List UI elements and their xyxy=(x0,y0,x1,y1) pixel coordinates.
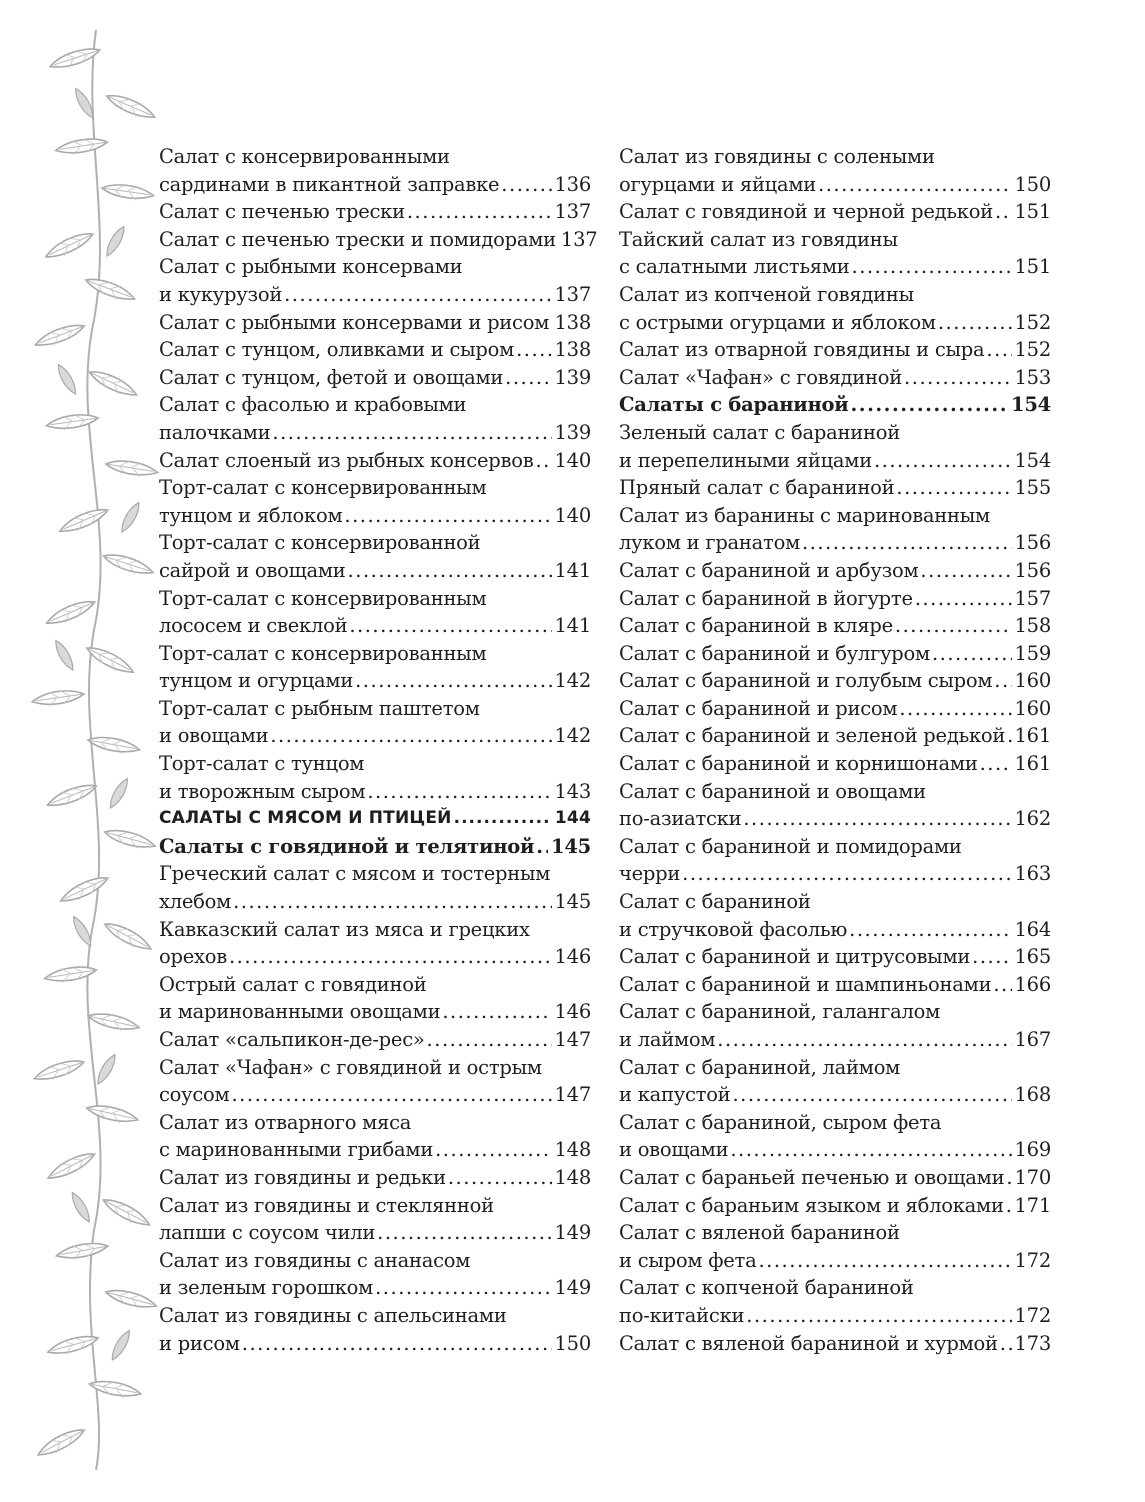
toc-entry xyxy=(619,1247,1051,1275)
toc-entry-title: лососем и свеклой xyxy=(159,614,348,638)
toc-entry xyxy=(159,419,591,447)
toc-entry-title: Салат с консервированными xyxy=(159,145,450,168)
dot-leader xyxy=(915,585,1012,613)
toc-entry xyxy=(619,281,1051,309)
toc-page-number: 151 xyxy=(1014,255,1051,279)
toc-page-number: 140 xyxy=(554,503,591,527)
toc-page-number: 151 xyxy=(1014,200,1051,224)
toc-entry xyxy=(159,171,591,199)
toc-page-number: 160 xyxy=(1014,669,1051,693)
dot-leader xyxy=(344,502,551,530)
dot-leader xyxy=(375,1274,551,1302)
toc-entry xyxy=(619,805,1051,833)
toc-entry-title: и перепелиными яйцами xyxy=(619,448,872,472)
toc-entry xyxy=(159,143,591,171)
toc-entry-title: Салат с бараниной и шампиньонами xyxy=(619,972,992,996)
dot-leader xyxy=(407,198,552,226)
toc-entry xyxy=(619,226,1051,254)
dot-leader xyxy=(442,998,551,1026)
dot-leader xyxy=(435,1136,551,1164)
dot-leader xyxy=(536,833,548,861)
toc-entry xyxy=(619,364,1051,392)
toc-entry xyxy=(159,778,591,806)
toc-entry-title: Салат с бараниной, лаймом xyxy=(619,1055,901,1079)
toc-page-number: 145 xyxy=(551,834,591,858)
dot-leader xyxy=(272,419,551,447)
toc-entry xyxy=(619,253,1051,281)
toc-entry xyxy=(159,1302,591,1330)
dot-leader xyxy=(355,667,551,695)
toc-page-number: 158 xyxy=(1014,614,1051,638)
toc-entry xyxy=(159,281,591,309)
toc-entry-title: и овощами xyxy=(159,724,269,748)
toc-entry xyxy=(619,143,1051,171)
toc-entry xyxy=(619,1219,1051,1247)
toc-page-number: 138 xyxy=(554,338,591,362)
dot-leader xyxy=(938,309,1012,337)
dot-leader xyxy=(1006,1192,1012,1220)
toc-entry-title: Салат из говядины и стеклянной xyxy=(159,1193,494,1217)
toc-page-number: 137 xyxy=(560,227,598,251)
toc-entry xyxy=(159,1192,591,1220)
toc-entry-title: Салат с бараниной и овощами xyxy=(619,779,926,803)
toc-entry xyxy=(619,860,1051,888)
toc-entry xyxy=(619,529,1051,557)
toc-entry-title: и кукурузой xyxy=(159,282,283,306)
toc-entry-title: по-азиатски xyxy=(619,807,742,831)
toc-entry-title: палочками xyxy=(159,420,271,444)
dot-leader xyxy=(852,253,1012,281)
toc-page-number: 141 xyxy=(554,614,591,638)
toc-entry-title: сайрой и овощами xyxy=(159,558,346,582)
toc-entry-title: Салат с бараниной и зеленой редькой xyxy=(619,724,1006,748)
toc-page-number: 166 xyxy=(1014,972,1051,996)
toc-page-number: 165 xyxy=(1014,945,1051,969)
toc-entry-title: Салат с бараниной, сыром фета xyxy=(619,1110,942,1134)
toc-page-number: 157 xyxy=(1014,586,1051,610)
toc-page-number: 146 xyxy=(554,945,591,969)
toc-entry-title: черри xyxy=(619,862,681,886)
toc-entry-title: Салат с бараньим языком и яблоками xyxy=(619,1193,1004,1217)
dot-leader xyxy=(743,805,1011,833)
toc-entry xyxy=(619,833,1051,861)
toc-entry xyxy=(159,1330,591,1358)
toc-entry-title: Салат с копченой бараниной xyxy=(619,1276,914,1300)
toc-entry-title: Салат с тунцом, фетой и овощами xyxy=(159,365,504,389)
toc-entry xyxy=(159,916,591,944)
toc-entry-title: Салат с рыбными консервами xyxy=(159,255,463,279)
dot-leader xyxy=(986,336,1011,364)
toc-entry xyxy=(159,1136,591,1164)
toc-entry-title: Салат из отварной говядины и сыра xyxy=(619,338,985,362)
toc-page-number: 152 xyxy=(1014,310,1051,334)
toc-page-number: 137 xyxy=(554,200,591,224)
toc-page-number: 142 xyxy=(554,724,591,748)
dot-leader xyxy=(849,916,1011,944)
dot-leader xyxy=(730,1136,1011,1164)
toc-entry xyxy=(619,1164,1051,1192)
toc-entry xyxy=(619,612,1051,640)
toc-entry-title: Салат из говядины с ананасом xyxy=(159,1248,471,1272)
dot-leader xyxy=(972,943,1011,971)
toc-page-number: 162 xyxy=(1014,807,1051,831)
toc-page-number: 147 xyxy=(554,1083,591,1107)
toc-entry xyxy=(159,474,591,502)
leaf-vine-ornament-icon xyxy=(30,30,162,1470)
toc-entry xyxy=(619,1192,1051,1220)
dot-leader xyxy=(233,888,551,916)
toc-entry-title: Салат с бараниной и рисом xyxy=(619,696,898,720)
toc-entry-title: Салат с говядиной и черной редькой xyxy=(619,200,993,224)
toc-entry-title: тунцом и огурцами xyxy=(159,669,354,693)
toc-entry-title: Салат с бараниной в кляре xyxy=(619,614,893,638)
toc-page-number: 172 xyxy=(1014,1303,1051,1327)
toc-entry xyxy=(159,309,591,337)
toc-page-number: 146 xyxy=(554,1000,591,1024)
toc-entry xyxy=(159,1109,591,1137)
dot-leader xyxy=(229,943,552,971)
toc-entry xyxy=(619,695,1051,723)
dot-leader xyxy=(682,860,1011,888)
dot-leader xyxy=(348,557,552,585)
toc-entry xyxy=(619,336,1051,364)
toc-page-number: 155 xyxy=(1014,476,1051,500)
toc-entry-title: Кавказский салат из мяса и грецких xyxy=(159,917,530,941)
toc-entry-title: Салат с вяленой бараниной и хурмой xyxy=(619,1331,998,1355)
toc-page-number: 170 xyxy=(1014,1165,1051,1189)
dot-leader xyxy=(1000,1330,1012,1358)
toc-page-number: 137 xyxy=(554,282,591,306)
toc-entry-title: Салат с бараниной xyxy=(619,890,811,914)
toc-entry-title: хлебом xyxy=(159,890,232,914)
toc-entry-title: и сыром фета xyxy=(619,1248,757,1272)
toc-page-number: 167 xyxy=(1014,1028,1051,1051)
toc-entry-title: и зеленым горошком xyxy=(159,1276,374,1300)
toc-subsection-heading xyxy=(159,833,591,861)
toc-page-number: 150 xyxy=(1014,172,1051,196)
toc-entry xyxy=(619,1136,1051,1164)
toc-entry xyxy=(619,998,1051,1026)
toc-entry xyxy=(159,943,591,971)
dot-leader xyxy=(895,612,1012,640)
toc-entry xyxy=(619,1081,1051,1109)
dot-leader xyxy=(802,529,1012,557)
toc-entry xyxy=(619,447,1051,475)
toc-entry-title: Салат с печенью трески xyxy=(159,200,405,224)
toc-entry-title: Салат из говядины с солеными xyxy=(619,145,935,168)
toc-entry-title: Салат с бараниной и булгуром xyxy=(619,641,930,665)
dot-leader xyxy=(932,640,1012,668)
toc-entry xyxy=(159,253,591,281)
toc-entry-title: Торт-салат с консервированным xyxy=(159,586,487,610)
dot-leader xyxy=(995,198,1012,226)
toc-entry-title: луком и гранатом xyxy=(619,531,800,555)
toc-entry-title: Салат с бараниной, галангалом xyxy=(619,1000,941,1024)
dot-leader xyxy=(454,805,552,833)
toc-entry-title: с острыми огурцами и яблоком xyxy=(619,310,936,334)
toc-entry xyxy=(159,667,591,695)
dot-leader xyxy=(896,474,1011,502)
toc-entry xyxy=(619,750,1051,778)
toc-page-number: 154 xyxy=(1011,393,1051,417)
toc-entry xyxy=(159,502,591,530)
toc-entry xyxy=(619,722,1051,750)
dot-leader xyxy=(732,1081,1011,1109)
toc-page-number: 164 xyxy=(1014,917,1051,941)
dot-leader xyxy=(377,1219,551,1247)
toc-entry-title: Салат с бараниной и корнишонами xyxy=(619,752,978,776)
toc-page-number: 148 xyxy=(554,1165,591,1189)
toc-entry xyxy=(159,695,591,723)
toc-entry-title: Салат из баранины с маринованным xyxy=(619,503,990,527)
toc-entry xyxy=(159,198,591,226)
toc-page-number: 154 xyxy=(1014,448,1051,472)
dot-leader xyxy=(242,1330,552,1358)
toc-entry xyxy=(619,502,1051,530)
toc-entry xyxy=(159,1081,591,1109)
toc-entry-title: Салат с фасолью и крабовыми xyxy=(159,393,467,417)
dot-leader xyxy=(904,364,1011,392)
toc-page-number: 148 xyxy=(554,1138,591,1162)
toc-entry-title: Салат «Чафан» с говядиной и острым xyxy=(159,1055,542,1079)
toc-entry-title: Торт-салат с рыбным паштетом xyxy=(159,696,480,720)
dot-leader xyxy=(284,281,551,309)
toc-section-heading xyxy=(159,805,591,833)
dot-leader xyxy=(501,171,551,199)
dot-leader xyxy=(535,447,551,475)
toc-page-number: 161 xyxy=(1014,724,1051,748)
toc-entry xyxy=(159,640,591,668)
toc-entry xyxy=(159,1026,591,1054)
toc-entry xyxy=(159,860,591,888)
toc-entry-title: Салат «Чафан» с говядиной xyxy=(619,365,903,389)
toc-page-number: 152 xyxy=(1014,338,1051,362)
toc-entry-title: и стручковой фасолью xyxy=(619,917,848,941)
toc-page-number: 144 xyxy=(554,808,591,829)
toc-entry-title: Салат с печенью трески и помидорами xyxy=(159,227,556,251)
toc-entry xyxy=(159,1054,591,1082)
toc-page-number: 150 xyxy=(554,1331,591,1355)
toc-entry-title: с маринованными грибами xyxy=(159,1138,434,1162)
toc-page-number: 169 xyxy=(1014,1138,1051,1162)
toc-entry-title: и овощами xyxy=(619,1138,729,1162)
toc-page-number: 163 xyxy=(1014,862,1051,886)
toc-entry-title: Салаты с говядиной и телятиной xyxy=(159,834,535,858)
toc-entry-title: по-китайски xyxy=(619,1303,745,1327)
dot-leader xyxy=(1007,722,1011,750)
toc-entry-title: Салат из отварного мяса xyxy=(159,1110,412,1134)
toc-entry-title: Тайский салат из говядины xyxy=(619,227,898,251)
dot-leader xyxy=(851,391,1009,419)
toc-entry xyxy=(159,557,591,585)
toc-entry xyxy=(159,750,591,778)
toc-page-number: 149 xyxy=(554,1221,591,1245)
dot-leader xyxy=(920,557,1011,585)
toc-entry xyxy=(619,1274,1051,1302)
toc-entry xyxy=(159,971,591,999)
toc-entry-title: Салат слоеный из рыбных консервов xyxy=(159,448,534,472)
dot-leader xyxy=(1006,1164,1011,1192)
dot-leader xyxy=(818,171,1012,199)
toc-entry-title: огурцами и яйцами xyxy=(619,172,817,196)
toc-entry xyxy=(619,943,1051,971)
toc-page-number: 159 xyxy=(1014,641,1051,665)
dot-leader xyxy=(448,1164,552,1192)
dot-leader xyxy=(980,750,1012,778)
toc-entry-title: Салат с бараньей печенью и овощами xyxy=(619,1165,1005,1189)
toc-entry xyxy=(159,998,591,1026)
toc-page-number: 142 xyxy=(554,669,591,693)
toc-page-number: 141 xyxy=(554,558,591,582)
toc-entry-title: и рисом xyxy=(159,1331,240,1355)
toc-entry xyxy=(619,557,1051,585)
toc-entry xyxy=(619,198,1051,226)
toc-entry xyxy=(159,722,591,750)
toc-entry xyxy=(159,612,591,640)
toc-entry xyxy=(619,474,1051,502)
toc-entry xyxy=(159,1164,591,1192)
toc-entry-title: Салат с бараниной в йогурте xyxy=(619,586,913,610)
toc-page-number: 172 xyxy=(1014,1248,1051,1272)
toc-entry-title: Салат с бараниной и помидорами xyxy=(619,834,962,858)
toc-entry-title: и маринованными овощами xyxy=(159,1000,441,1024)
dot-leader xyxy=(994,667,1011,695)
toc-entry-title: лапши с соусом чили xyxy=(159,1221,376,1245)
toc-entry-title: САЛАТЫ С МЯСОМ И ПТИЦЕЙ xyxy=(159,808,452,829)
toc-entry xyxy=(619,667,1051,695)
dot-leader xyxy=(758,1247,1011,1275)
dot-leader xyxy=(516,336,551,364)
dot-leader xyxy=(505,364,551,392)
toc-page-number: 136 xyxy=(554,172,591,196)
toc-entry-title: Торт-салат с консервированным xyxy=(159,641,487,665)
toc-page-number: 140 xyxy=(554,448,591,472)
toc-entry-title: Салат с тунцом, оливками и сыром xyxy=(159,338,515,362)
toc-entry-title: Торт-салат с консервированной xyxy=(159,531,481,555)
toc-entry xyxy=(619,1054,1051,1082)
toc-entry xyxy=(159,888,591,916)
toc-entry xyxy=(619,309,1051,337)
toc-entry xyxy=(159,364,591,392)
toc-entry xyxy=(159,226,598,254)
toc-page-number: 145 xyxy=(554,890,591,914)
toc-entry-title: Греческий салат с мясом и тостерным xyxy=(159,862,551,886)
toc-entry xyxy=(619,888,1051,916)
toc-entry xyxy=(159,1219,591,1247)
toc-entry-title: Салат с рыбными консервами и рисом xyxy=(159,310,550,334)
toc-entry xyxy=(159,585,591,613)
toc-entry xyxy=(619,585,1051,613)
toc-entry-title: Салат из говядины с апельсинами xyxy=(159,1303,507,1327)
toc-page-number: 149 xyxy=(554,1276,591,1300)
toc-entry-title: Салат из говядины и редьки xyxy=(159,1165,446,1189)
toc-entry-title: Острый салат с говядиной xyxy=(159,972,427,996)
toc-page-number: 139 xyxy=(554,420,591,444)
toc-entry-title: Зеленый салат с бараниной xyxy=(619,420,900,444)
toc-entry xyxy=(619,171,1051,199)
toc-entry xyxy=(159,529,591,557)
toc-page-number: 160 xyxy=(1014,696,1051,720)
toc-page-number: 161 xyxy=(1014,752,1051,776)
toc-entry xyxy=(159,391,591,419)
toc-page-number: 156 xyxy=(1014,558,1051,582)
dot-leader xyxy=(427,1026,552,1054)
toc-entry xyxy=(619,640,1051,668)
toc-entry-title: Пряный салат с бараниной xyxy=(619,476,895,500)
toc-entry-title: с салатными листьями xyxy=(619,255,850,279)
toc-entry-title: Салат «сальпикон-де-рес» xyxy=(159,1028,425,1051)
toc-entry-title: тунцом и яблоком xyxy=(159,503,343,527)
toc-entry xyxy=(619,971,1051,999)
toc-entry-title: Салат из копченой говядины xyxy=(619,282,914,306)
toc-entry-title: Торт-салат с тунцом xyxy=(159,752,365,776)
dot-leader xyxy=(993,971,1011,999)
toc-entry xyxy=(619,419,1051,447)
toc-page-number: 171 xyxy=(1014,1193,1051,1217)
dot-leader xyxy=(874,447,1012,475)
toc-page-number: 143 xyxy=(554,779,591,803)
toc-entry-title: Салат с бараниной и голубым сыром xyxy=(619,669,993,693)
toc-page-number: 138 xyxy=(554,310,591,334)
toc-entry xyxy=(619,1109,1051,1137)
toc-entry xyxy=(619,1026,1051,1054)
toc-page-number: 147 xyxy=(554,1028,591,1051)
toc-entry xyxy=(159,1274,591,1302)
toc-entry-title: соусом xyxy=(159,1083,230,1107)
toc-entry xyxy=(619,1302,1051,1330)
toc-right-column xyxy=(619,143,1051,1357)
dot-leader xyxy=(717,1026,1011,1054)
toc-left-column xyxy=(159,143,598,1357)
toc-entry-title: орехов xyxy=(159,945,227,969)
toc-entry-title: сардинами в пикантной заправке xyxy=(159,172,500,196)
toc-subsection-heading xyxy=(619,391,1051,419)
toc-entry-title: и капустой xyxy=(619,1083,731,1107)
toc-entry-title: Салат с бараниной и цитрусовыми xyxy=(619,945,971,969)
toc-page-number: 173 xyxy=(1014,1331,1051,1355)
dot-leader xyxy=(231,1081,551,1109)
dot-leader xyxy=(899,695,1011,723)
toc-entry-title: Салаты с бараниной xyxy=(619,393,849,417)
dot-leader xyxy=(746,1302,1011,1330)
toc-page-number: 139 xyxy=(554,365,591,389)
toc-entry-title: и лаймом xyxy=(619,1028,716,1051)
dot-leader xyxy=(349,612,551,640)
toc-page-number: 153 xyxy=(1014,365,1051,389)
toc-entry-title: Салат с бараниной и арбузом xyxy=(619,558,919,582)
dot-leader xyxy=(367,778,551,806)
toc-entry xyxy=(159,447,591,475)
toc-entry xyxy=(619,778,1051,806)
toc-page-number: 168 xyxy=(1014,1083,1051,1107)
toc-entry-title: Торт-салат с консервированным xyxy=(159,476,487,500)
toc-entry xyxy=(619,916,1051,944)
toc-entry xyxy=(159,336,591,364)
toc-entry-title: и творожным сыром xyxy=(159,779,366,803)
toc-entry-title: Салат с вяленой бараниной xyxy=(619,1221,900,1245)
toc-entry xyxy=(159,1247,591,1275)
toc-page-number: 156 xyxy=(1014,531,1051,555)
toc-entry xyxy=(619,1330,1051,1358)
dot-leader xyxy=(270,722,551,750)
